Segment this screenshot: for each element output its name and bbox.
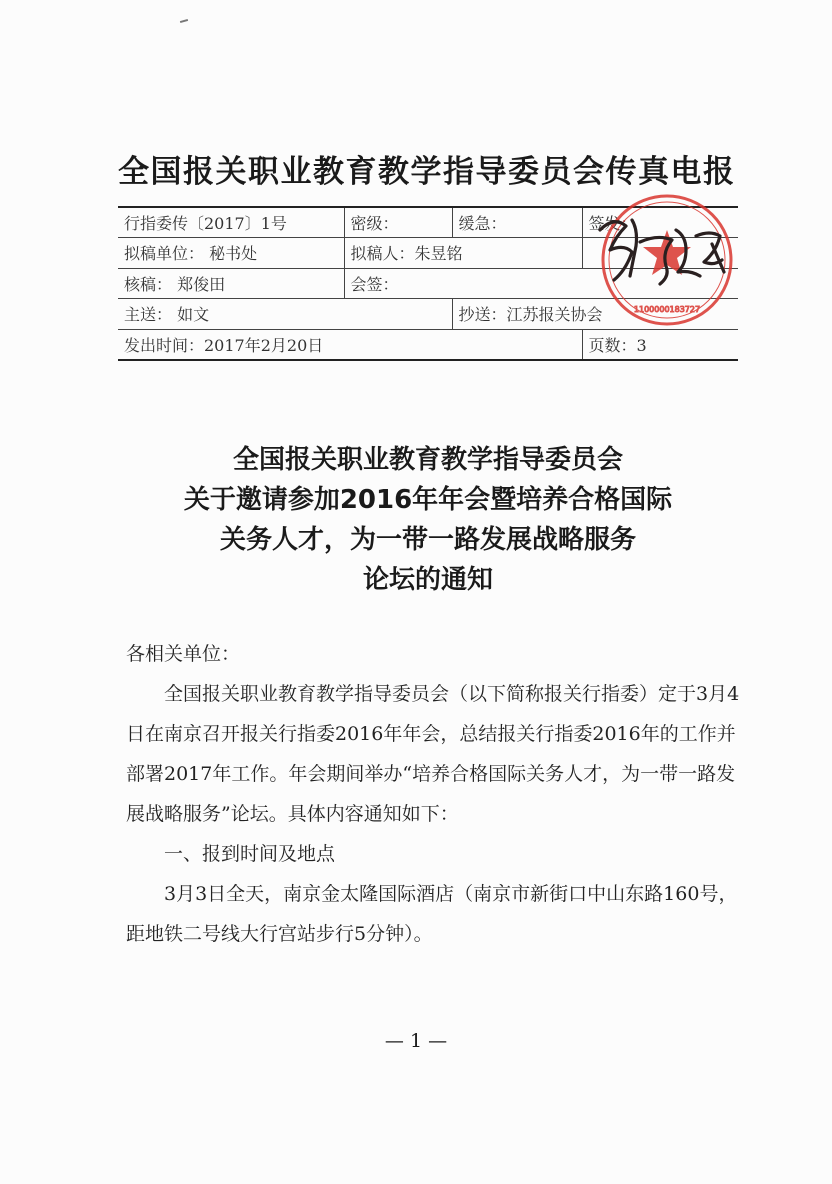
issue-time: 发出时间：2017年2月20日 [118, 329, 582, 360]
page-count: 页数：3 [582, 329, 738, 360]
section-heading: 一、报到时间及地点 [164, 843, 336, 865]
main-recipient: 主送： 如文 [118, 299, 452, 330]
drafter: 拟稿人：朱昱铭 [344, 238, 582, 269]
countersign: 会签： [344, 268, 738, 299]
header-title: 全国报关职业教育教学指导委员会传真电报 [118, 154, 736, 190]
official-seal-icon [592, 190, 742, 340]
cc-recipient: 抄送：江苏报关协会 [452, 299, 738, 330]
drafting-unit: 拟稿单位： 秘书处 [118, 238, 344, 269]
title-line: 关于邀请参加2016年年会暨培养合格国际 [183, 485, 673, 515]
secrecy-level: 密级： [344, 207, 452, 238]
urgency: 缓急： [452, 207, 582, 238]
title-line: 关务人才，为一带一路发展战略服务 [219, 525, 636, 555]
paragraph: 3月3日全天，南京金太隆国际酒店（南京市新街口中山东路160号，距地铁二号线大行宫站步行5分钟）。 [126, 883, 738, 945]
scan-mark [180, 19, 188, 23]
paragraph: 全国报关职业教育教学指导委员会（以下简称报关行指委）定于3月4日在南京召开报关行指委2016年年会，总结报关行指委2016年的工作并部署2017年工作。年会期间举办“培养合格国际关务人才，为一带一路发展战略服务”论坛。具体内容通知如下： [126, 683, 740, 825]
reviewer: 核稿： 郑俊田 [118, 268, 344, 299]
notice-body [126, 634, 740, 954]
doc-number: 行指委传〔2017〕1号 [118, 207, 344, 238]
notice-title [118, 440, 738, 600]
signer-label: 签发： [582, 207, 738, 238]
title-line: 论坛的通知 [362, 565, 493, 595]
title-line: 全国报关职业教育教学指导委员会 [232, 445, 623, 475]
page-number: — 1 — [384, 1030, 448, 1052]
svg-text:1100000183727: 1100000183727 [633, 305, 701, 314]
salutation: 各相关单位： [126, 643, 241, 665]
